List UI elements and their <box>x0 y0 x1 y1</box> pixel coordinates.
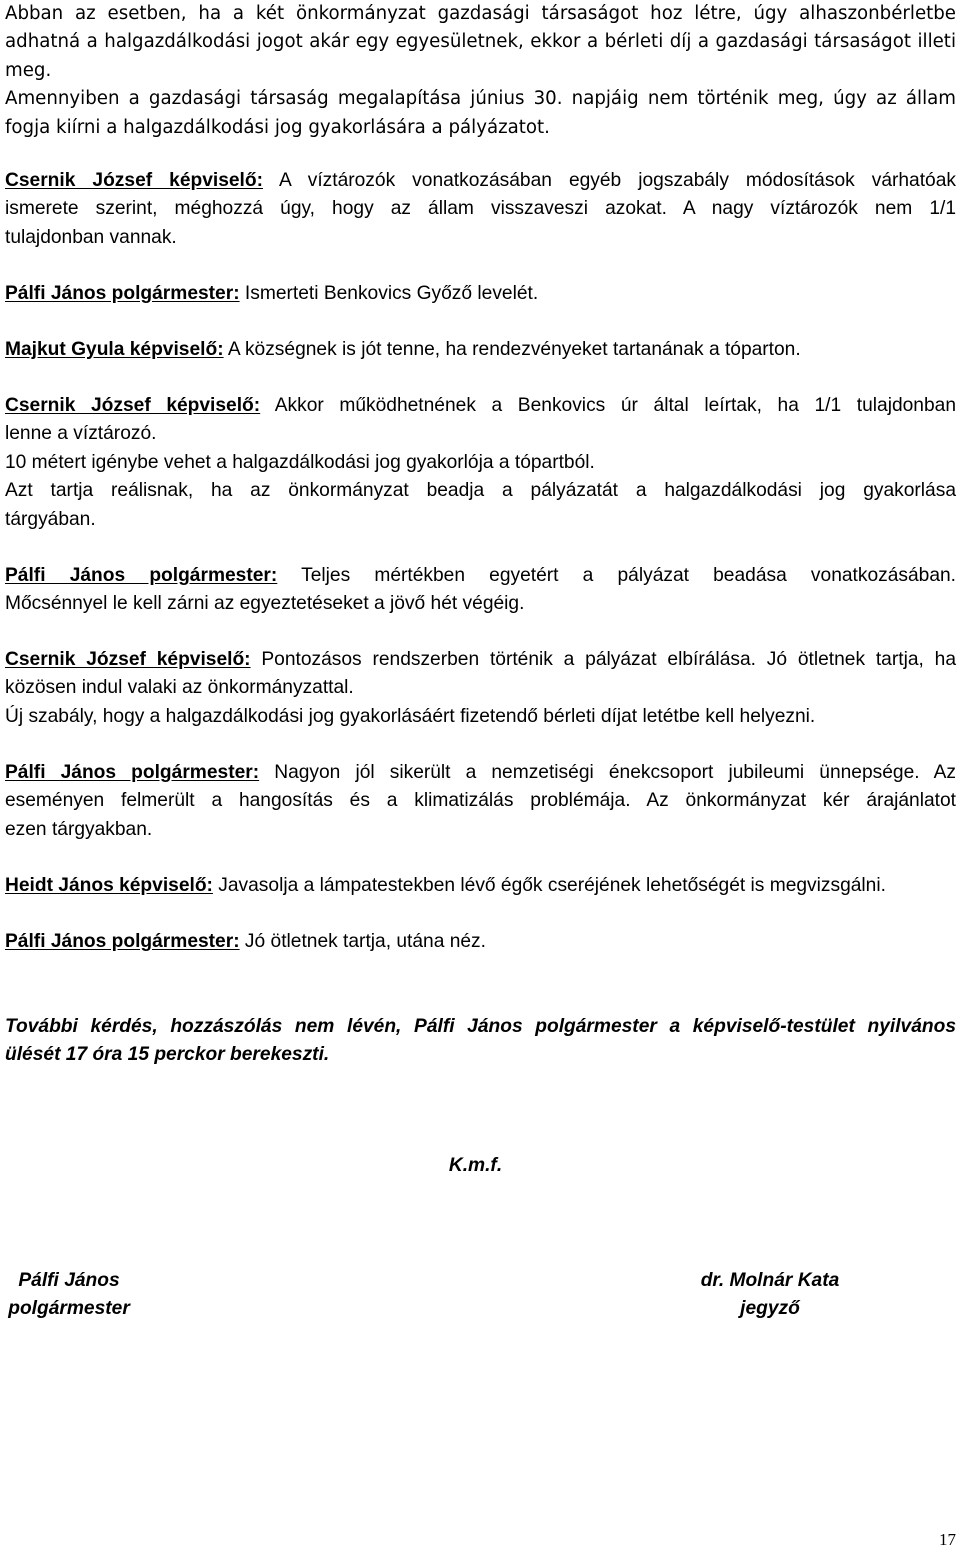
speaker-name: Csernik József képviselő: <box>5 395 261 416</box>
minutes-entry <box>5 928 956 956</box>
speaker-name: Pálfi János polgármester: <box>5 565 278 586</box>
minutes-entry <box>5 392 956 534</box>
entry-line: 10 métert igénybe vehet a halgazdálkodási jog gyakorlója a tópartból. <box>5 451 595 473</box>
speaker-name: Pálfi János polgármester: <box>5 762 260 783</box>
minutes-entry <box>5 872 956 900</box>
minutes-entry <box>5 167 956 252</box>
entry-text: Nagyon jól sikerült a nemzetiségi énekcsoport jubileumi ünnepsége. Az <box>259 762 957 783</box>
signature-left <box>5 1267 133 1324</box>
closing-line: ülését 17 óra 15 perckor berekeszti. <box>5 1044 330 1066</box>
entry-line: Mőcsénnyel le kell zárni az egyeztetéseket a jövő hét végéig. <box>5 593 525 615</box>
entry-text: Teljes mértékben egyetért a pályázat beadása vonatkozásában. <box>277 565 957 586</box>
entry-text: Javasolja a lámpatestekben lévő égők cseréjének lehetőségét is megvizsgálni. <box>212 875 886 896</box>
minutes-entry <box>5 280 956 308</box>
intro-paragraph <box>5 0 956 142</box>
signature-name: dr. Molnár Kata <box>700 1270 840 1291</box>
speaker-name: Csernik József képviselő: <box>5 649 251 670</box>
entry-text: A víztározók vonatkozásában egyéb jogszabály módosítások várhatóak <box>263 170 956 191</box>
minutes-entry <box>5 759 956 844</box>
closing-line: További kérdés, hozzászólás nem lévén, Pálfi János polgármester a képviselő-testület nyilvános <box>5 1016 956 1037</box>
entry-line: ezen tárgyakban. <box>5 818 153 840</box>
speaker-name: Csernik József képviselő: <box>5 170 263 191</box>
page-number: 17 <box>939 1530 956 1549</box>
minutes-entry <box>5 646 956 731</box>
kmf-label: K.m.f. <box>448 1155 503 1176</box>
entry-line: tárgyában. <box>5 508 96 530</box>
closing-paragraph <box>5 1013 956 1070</box>
minutes-entry <box>5 562 956 619</box>
signature-title: polgármester <box>8 1298 130 1320</box>
entry-line: ismerete szerint, méghozzá úgy, hogy az állam visszaveszi azokat. A nagy víztározók nem 1/1 <box>5 198 956 220</box>
speaker-name: Pálfi János polgármester: <box>5 283 240 304</box>
signature-right <box>690 1267 850 1324</box>
intro-line: adhatná a halgazdálkodási jogot akár egy egyesületnek, ekkor a bérleti díj a gazdasági társaságot illeti <box>5 31 956 53</box>
entry-line: közösen indul valaki az önkormányzattal. <box>5 677 354 699</box>
entry-text: A községnek is jót tenne, ha rendezvényeket tartanának a tóparton. <box>223 339 801 360</box>
signature-title: jegyző <box>740 1298 800 1320</box>
entry-text: Jó ötletnek tartja, utána néz. <box>239 931 486 952</box>
minutes-entry <box>5 336 956 364</box>
speaker-name: Pálfi János polgármester: <box>5 931 240 952</box>
entry-text: Ismerteti Benkovics Győző levelét. <box>239 283 539 304</box>
entry-line: eseményen felmerült a hangosítás és a klimatizálás problémája. Az önkormányzat kér árajánlatot <box>5 790 956 812</box>
speaker-name: Majkut Gyula képviselő: <box>5 339 224 360</box>
intro-line: meg. <box>5 59 52 81</box>
intro-line: Amennyiben a gazdasági társaság megalapítása június 30. napjáig nem történik meg, úgy az állam <box>5 88 956 110</box>
entry-text: Akkor működhetnének a Benkovics úr által leírtak, ha 1/1 tulajdonban <box>260 395 956 416</box>
entry-line: Azt tartja reálisnak, ha az önkormányzat beadja a pályázatát a halgazdálkodási jog gyakorlása <box>5 480 956 502</box>
entry-line: tulajdonban vannak. <box>5 226 177 248</box>
intro-line: fogja kiírni a halgazdálkodási jog gyakorlására a pályázatot. <box>5 116 550 138</box>
speaker-name: Heidt János képviselő: <box>5 875 213 896</box>
entry-line: lenne a víztározó. <box>5 423 157 445</box>
entry-line: Új szabály, hogy a halgazdálkodási jog gyakorlásáért fizetendő bérleti díjat letétbe kell helyezni. <box>5 705 816 727</box>
signature-name: Pálfi János <box>18 1270 120 1291</box>
entry-text: Pontozásos rendszerben történik a pályázat elbírálása. Jó ötletnek tartja, ha <box>250 649 956 670</box>
intro-line: Abban az esetben, ha a két önkormányzat gazdasági társaságot hoz létre, úgy alhaszonbérletbe <box>5 3 956 24</box>
